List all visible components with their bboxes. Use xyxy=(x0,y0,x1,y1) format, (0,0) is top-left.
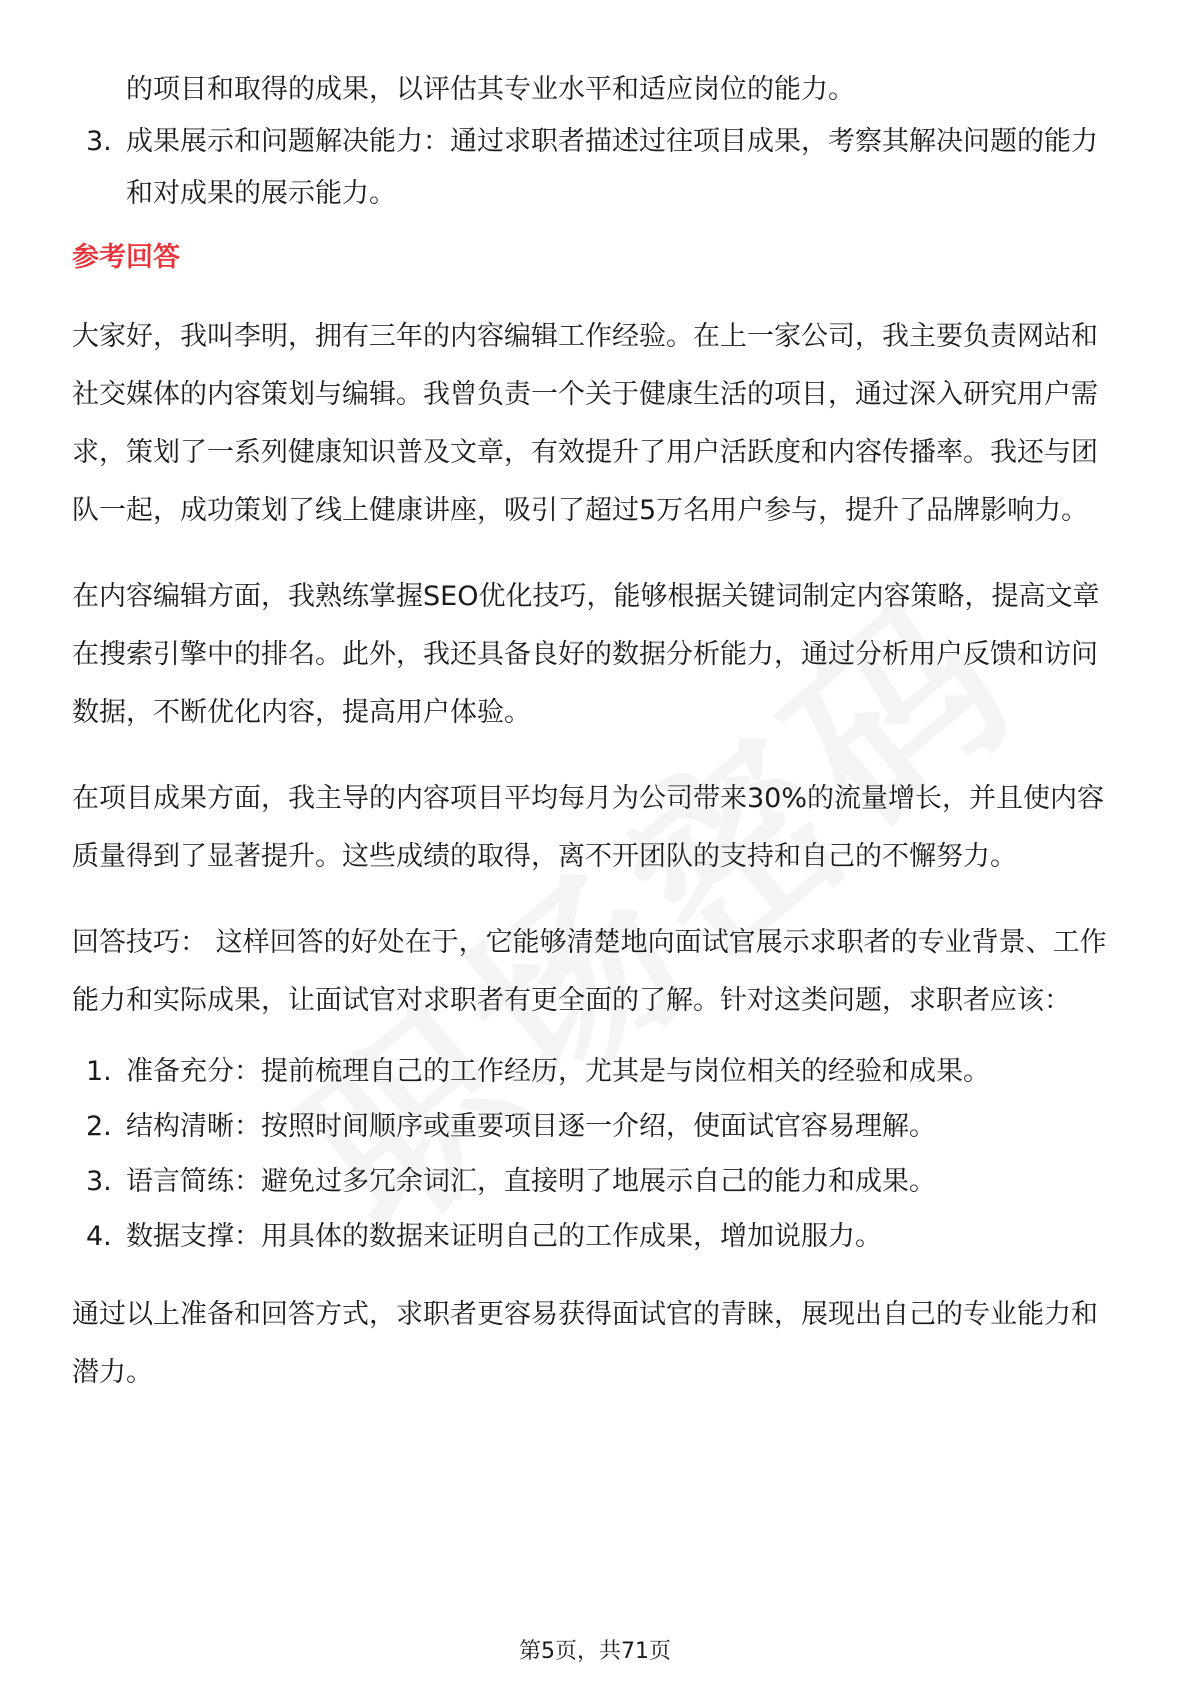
list-number: 1. xyxy=(86,1056,112,1087)
section-heading: 参考回答 xyxy=(72,242,180,273)
list-item xyxy=(72,1154,1118,1209)
list-number: 2. xyxy=(86,1111,112,1142)
list-number: 3. xyxy=(86,1166,112,1197)
list-item xyxy=(72,1209,1118,1264)
list-continuation: 的项目和取得的成果，以评估其专业水平和适应岗位的能力。 xyxy=(126,74,855,105)
page-content xyxy=(72,64,1118,1402)
answer-paragraph-2: 在内容编辑方面，我熟练掌握SEO优化技巧，能够根据关键词制定内容策略，提高文章在搜索引擎中的排名。此外，我还具备良好的数据分析能力，通过分析用户反馈和访问数据，不断优化内容，提高用户体验。 xyxy=(72,581,1100,728)
list-text: 语言简练：避免过多冗余词汇，直接明了地展示自己的能力和成果。 xyxy=(126,1166,936,1197)
list-text: 数据支撑：用具体的数据来证明自己的工作成果，增加说服力。 xyxy=(126,1221,882,1252)
evaluation-list xyxy=(72,116,1118,220)
list-text: 成果展示和问题解决能力：通过求职者描述过往项目成果，考察其解决问题的能力和对成果的展示能力。 xyxy=(126,126,1098,209)
list-number: 3. xyxy=(86,126,112,157)
list-item xyxy=(72,1099,1118,1154)
page-footer: 第5页，共71页 xyxy=(519,1639,671,1664)
list-text: 结构清晰：按照时间顺序或重要项目逐一介绍，使面试官容易理解。 xyxy=(126,1111,936,1142)
tips-intro: 回答技巧： 这样回答的好处在于，它能够清楚地向面试官展示求职者的专业背景、工作能力和实际成果，让面试官对求职者有更全面的了解。针对这类问题，求职者应该： xyxy=(72,927,1107,1016)
list-item xyxy=(72,116,1118,220)
tips-list xyxy=(72,1044,1118,1264)
answer-paragraph-3: 在项目成果方面，我主导的内容项目平均每月为公司带来30%的流量增长，并且使内容质量得到了显著提升。这些成绩的取得，离不开团队的支持和自己的不懈努力。 xyxy=(72,783,1105,872)
closing-paragraph: 通过以上准备和回答方式，求职者更容易获得面试官的青睐，展现出自己的专业能力和潜力。 xyxy=(72,1299,1098,1388)
answer-paragraph-1: 大家好，我叫李明，拥有三年的内容编辑工作经验。在上一家公司，我主要负责网站和社交媒体的内容策划与编辑。我曾负责一个关于健康生活的项目，通过深入研究用户需求，策划了一系列健康知识普及文章，有效提升了用户活跃度和内容传播率。我还与团队一起，成功策划了线上健康讲座，吸引了超过5万名用户参与，提升了品牌影响力。 xyxy=(72,321,1098,526)
list-number: 4. xyxy=(86,1221,112,1252)
list-text: 准备充分：提前梳理自己的工作经历，尤其是与岗位相关的经验和成果。 xyxy=(126,1056,990,1087)
list-item xyxy=(72,1044,1118,1099)
